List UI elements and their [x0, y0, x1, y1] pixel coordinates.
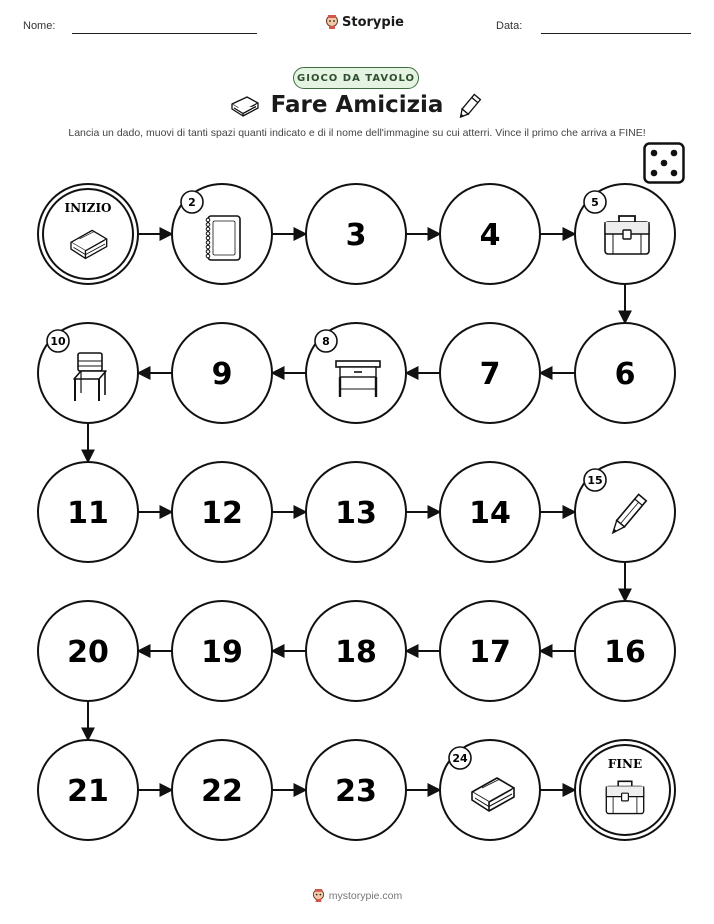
board-space-23: [306, 740, 406, 840]
space-number: 9: [211, 357, 233, 392]
space-number-badge: [584, 191, 606, 213]
svg-text:8: 8: [322, 335, 330, 348]
space-number: 16: [604, 635, 646, 670]
space-number: 4: [479, 218, 501, 253]
space-number: 14: [469, 496, 511, 531]
space-number: 17: [469, 635, 511, 670]
board-space-12: [172, 462, 272, 562]
page-title: Fare Amicizia: [270, 92, 444, 118]
board-space-5: [575, 184, 675, 284]
board-space-6: [575, 323, 675, 423]
board-space-15: [575, 462, 675, 562]
board-space-13: [306, 462, 406, 562]
space-number: 22: [201, 774, 243, 809]
svg-text:5: 5: [591, 196, 599, 209]
space-number-badge: [584, 469, 606, 491]
space-number: 18: [335, 635, 377, 670]
briefcase-icon: [605, 216, 649, 254]
space-number-badge: [449, 747, 471, 769]
board-space-16: [575, 601, 675, 701]
brand-name: Storypie: [342, 14, 404, 30]
space-number: 23: [335, 774, 377, 809]
game-type-badge: GIOCO DA TAVOLO: [293, 67, 419, 89]
space-number-badge: [315, 330, 337, 352]
space-number: 21: [67, 774, 109, 809]
board-space-9: [172, 323, 272, 423]
space-number: 12: [201, 496, 243, 531]
space-number: 13: [335, 496, 377, 531]
briefcase-icon: [606, 781, 643, 813]
finish-space: [575, 740, 675, 840]
board-space-8: [306, 323, 406, 423]
board-space-24: [440, 740, 540, 840]
board-space-22: [172, 740, 272, 840]
start-label: INIZIO: [64, 201, 112, 215]
space-number: 6: [614, 357, 636, 392]
start-space: [38, 184, 138, 284]
space-number: 7: [479, 357, 501, 392]
board-space-7: [440, 323, 540, 423]
name-label: Nome:: [23, 20, 56, 32]
board-space-11: [38, 462, 138, 562]
date-label: Data:: [496, 20, 523, 32]
notebook-icon: [206, 216, 240, 260]
space-number: 19: [201, 635, 243, 670]
board-space-2: [172, 184, 272, 284]
board-space-17: [440, 601, 540, 701]
board-space-4: [440, 184, 540, 284]
footer: [0, 888, 714, 903]
board-space-18: [306, 601, 406, 701]
space-number: 20: [67, 635, 109, 670]
board-space-3: [306, 184, 406, 284]
board-space-21: [38, 740, 138, 840]
board-space-20: [38, 601, 138, 701]
footer-site: mystorypie.com: [328, 889, 403, 902]
svg-text:10: 10: [50, 335, 66, 348]
board-space-19: [172, 601, 272, 701]
svg-text:15: 15: [587, 474, 603, 487]
finish-label: FINE: [607, 757, 643, 771]
space-number-badge: [181, 191, 203, 213]
svg-text:2: 2: [188, 196, 196, 209]
space-number: 11: [67, 496, 109, 531]
board-space-14: [440, 462, 540, 562]
space-number-badge: [47, 330, 69, 352]
svg-text:24: 24: [452, 752, 468, 765]
storypie-mascot-icon: [312, 888, 325, 903]
space-number: 3: [345, 218, 367, 253]
game-instructions: Lancia un dado, muovi di tanti spazi quanti indicato e di il nome dell'immagine su cui atterri. Vince il primo che arriva a FINE!: [68, 127, 646, 139]
board-space-10: [38, 323, 138, 423]
